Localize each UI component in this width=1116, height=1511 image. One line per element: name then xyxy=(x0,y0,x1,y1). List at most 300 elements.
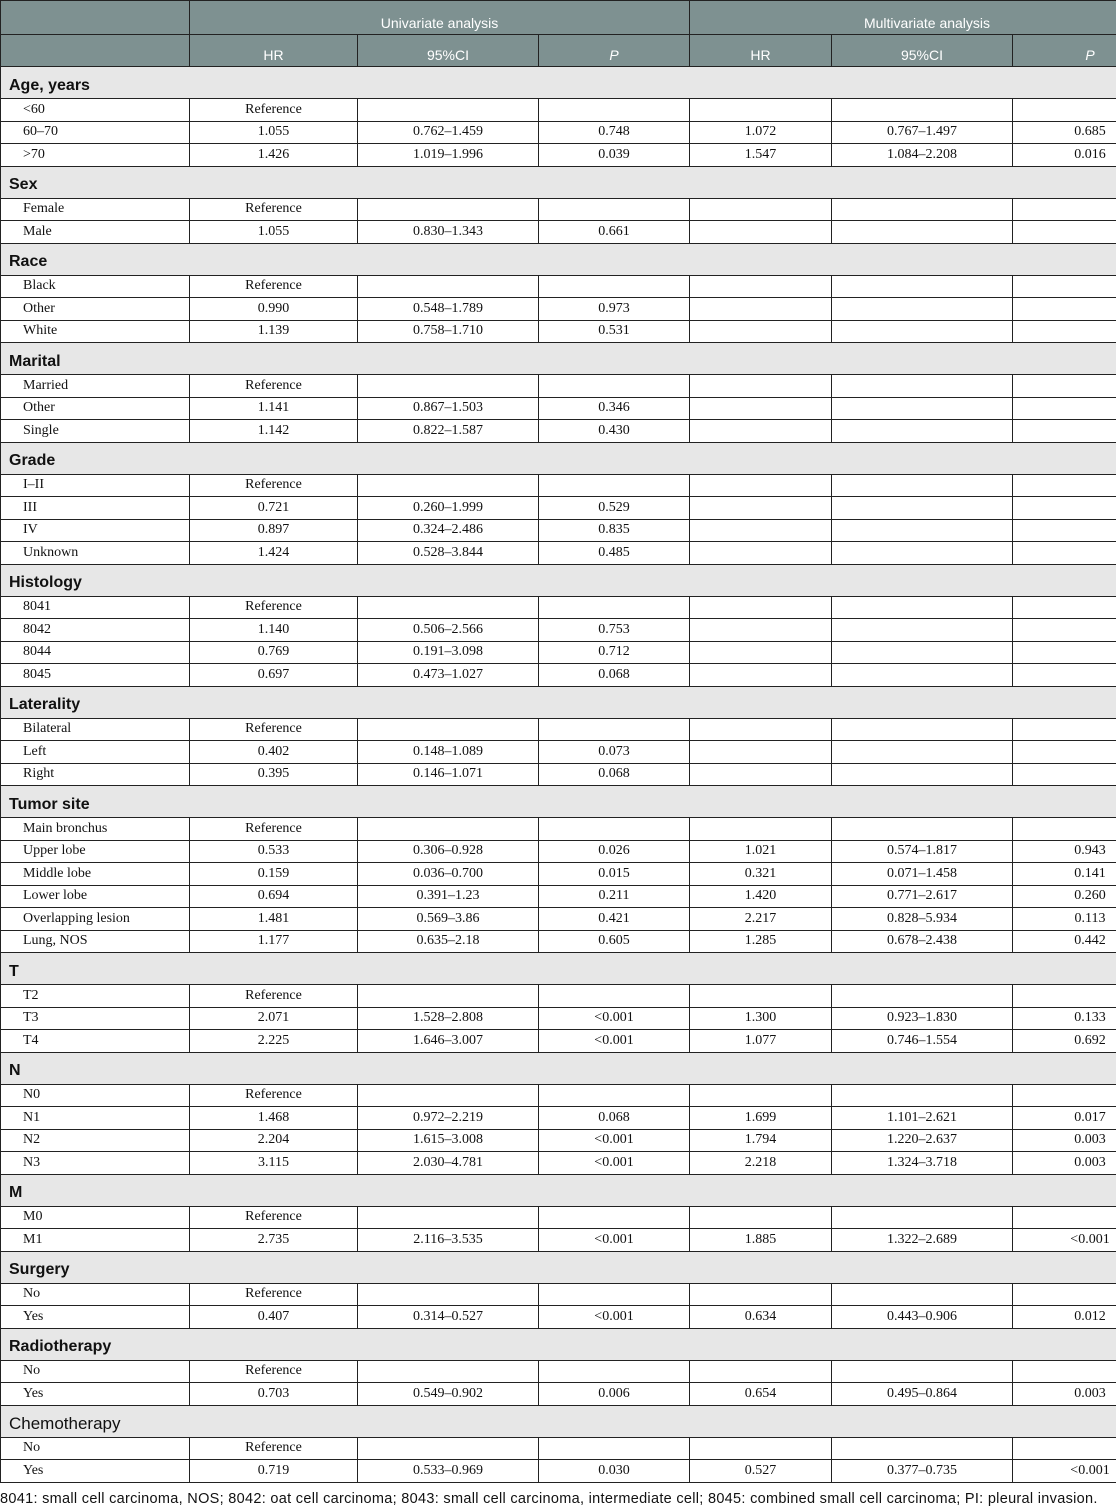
multivariate-p-cell: 0.003 xyxy=(1074,1385,1106,1401)
multivariate-p-cell xyxy=(1013,597,1116,619)
table-row xyxy=(0,1383,1116,1406)
univariate-p-cell: 0.531 xyxy=(539,321,690,343)
section-title: Histology xyxy=(0,565,1116,596)
multivariate-ci-cell xyxy=(832,818,1013,840)
univariate-hr-cell: 0.897 xyxy=(190,520,358,542)
multivariate-p-cell: 0.016 xyxy=(1074,146,1106,162)
univariate-p-cell xyxy=(539,719,690,741)
section-title: Surgery xyxy=(0,1252,1116,1283)
section-row xyxy=(0,687,1116,719)
table-row xyxy=(0,1130,1116,1153)
multivariate-hr-cell xyxy=(690,1361,832,1383)
univariate-hr-cell: 1.481 xyxy=(190,908,358,930)
row-label: Unknown xyxy=(0,542,190,564)
multivariate-p-cell xyxy=(1013,398,1116,420)
univariate-ci-cell xyxy=(358,597,539,619)
univariate-hr-cell: Reference xyxy=(190,475,358,497)
multivariate-p-cell: <0.001 xyxy=(1070,1462,1110,1478)
multivariate-p-cell xyxy=(1013,619,1116,641)
multivariate-p-cell: 0.012 xyxy=(1074,1308,1106,1324)
table-row xyxy=(0,221,1116,244)
multivariate-p-cell: 0.141 xyxy=(1074,865,1106,881)
multivariate-hr-cell: 0.527 xyxy=(690,1460,832,1482)
table-row xyxy=(0,144,1116,167)
label-column-header xyxy=(0,35,190,66)
section-row xyxy=(0,565,1116,597)
row-label: Overlapping lesion xyxy=(0,908,190,930)
multivariate-ci-cell xyxy=(832,221,1013,243)
multivariate-ci-cell: 0.923–1.830 xyxy=(832,1008,1013,1030)
univariate-ci-cell: 0.146–1.071 xyxy=(358,764,539,786)
multivariate-p-cell xyxy=(1013,276,1116,298)
row-label: No xyxy=(0,1361,190,1383)
table-row xyxy=(0,199,1116,222)
multivariate-p-cell xyxy=(1013,542,1116,564)
row-label: No xyxy=(0,1438,190,1460)
univariate-p-cell: 0.835 xyxy=(539,520,690,542)
multivariate-p-cell xyxy=(1013,475,1116,497)
table-row xyxy=(0,818,1116,841)
table-row xyxy=(0,1107,1116,1130)
section-row xyxy=(0,1053,1116,1085)
univariate-p-cell: 0.030 xyxy=(539,1460,690,1482)
univariate-p-cell: 0.073 xyxy=(539,741,690,763)
multivariate-ci-cell: 1.101–2.621 xyxy=(832,1107,1013,1129)
univariate-p-cell xyxy=(539,475,690,497)
multivariate-ci-cell: 1.322–2.689 xyxy=(832,1229,1013,1251)
univariate-p-cell: <0.001 xyxy=(539,1306,690,1328)
multivariate-ci-cell: 0.071–1.458 xyxy=(832,863,1013,885)
multivariate-hr-cell xyxy=(690,99,832,121)
row-label: T3 xyxy=(0,1008,190,1030)
multivariate-p-cell xyxy=(1013,818,1116,840)
table-row xyxy=(0,497,1116,520)
univariate-ci-cell xyxy=(358,375,539,397)
table-row xyxy=(0,375,1116,398)
section-row xyxy=(0,1252,1116,1284)
multivariate-p-cell xyxy=(1013,520,1116,542)
row-label: M1 xyxy=(0,1229,190,1251)
multivariate-hr-cell: 1.300 xyxy=(690,1008,832,1030)
univariate-hr-cell: 0.395 xyxy=(190,764,358,786)
table-row xyxy=(0,1152,1116,1175)
univariate-ci-cell: 0.533–0.969 xyxy=(358,1460,539,1482)
section-title: T xyxy=(0,953,1116,984)
univariate-p-header: P xyxy=(539,35,690,66)
multivariate-ci-cell: 0.771–2.617 xyxy=(832,886,1013,908)
multivariate-ci-cell xyxy=(832,199,1013,221)
univariate-hr-cell: Reference xyxy=(190,818,358,840)
multivariate-hr-cell: 0.321 xyxy=(690,863,832,885)
row-label: White xyxy=(0,321,190,343)
row-label: 60–70 xyxy=(0,122,190,144)
corner-cell xyxy=(0,1,190,34)
table-row xyxy=(0,841,1116,864)
section-row xyxy=(0,443,1116,475)
multivariate-p-cell xyxy=(1013,1207,1116,1229)
multivariate-hr-cell xyxy=(690,719,832,741)
multivariate-p-header: P xyxy=(1085,46,1095,63)
table-row xyxy=(0,642,1116,665)
multivariate-hr-cell xyxy=(690,985,832,1007)
univariate-hr-cell: 0.721 xyxy=(190,497,358,519)
univariate-p-cell xyxy=(539,1438,690,1460)
row-label: 8042 xyxy=(0,619,190,641)
multivariate-hr-cell: 1.285 xyxy=(690,931,832,953)
row-label: No xyxy=(0,1284,190,1306)
multivariate-hr-cell xyxy=(690,664,832,686)
row-label: Black xyxy=(0,276,190,298)
table-body xyxy=(0,67,1116,1483)
univariate-p-cell: 0.973 xyxy=(539,298,690,320)
multivariate-hr-cell xyxy=(690,818,832,840)
section-row xyxy=(0,343,1116,375)
univariate-p-cell: 0.605 xyxy=(539,931,690,953)
univariate-hr-cell: 0.990 xyxy=(190,298,358,320)
multivariate-ci-cell xyxy=(832,664,1013,686)
multivariate-ci-cell: 0.574–1.817 xyxy=(832,841,1013,863)
row-label: N3 xyxy=(0,1152,190,1174)
section-title: Sex xyxy=(0,167,1116,198)
table-row xyxy=(0,985,1116,1008)
table-row xyxy=(0,1229,1116,1252)
row-label: Other xyxy=(0,398,190,420)
univariate-hr-cell: 1.140 xyxy=(190,619,358,641)
multivariate-p-cell xyxy=(1013,221,1116,243)
row-label: Bilateral xyxy=(0,719,190,741)
multivariate-ci-cell xyxy=(832,497,1013,519)
row-label: Right xyxy=(0,764,190,786)
multivariate-hr-cell xyxy=(690,420,832,442)
row-label: I–II xyxy=(0,475,190,497)
univariate-ci-cell: 0.762–1.459 xyxy=(358,122,539,144)
multivariate-hr-cell xyxy=(690,398,832,420)
multivariate-p-cell xyxy=(1013,985,1116,1007)
univariate-ci-cell: 0.867–1.503 xyxy=(358,398,539,420)
multivariate-hr-cell xyxy=(690,298,832,320)
multivariate-hr-cell: 1.699 xyxy=(690,1107,832,1129)
multivariate-ci-cell xyxy=(832,298,1013,320)
multivariate-hr-cell: 2.218 xyxy=(690,1152,832,1174)
section-row xyxy=(0,244,1116,276)
univariate-p-cell: 0.026 xyxy=(539,841,690,863)
univariate-ci-cell: 0.506–2.566 xyxy=(358,619,539,641)
univariate-hr-cell: Reference xyxy=(190,1361,358,1383)
table-row xyxy=(0,1284,1116,1307)
table-row xyxy=(0,520,1116,543)
univariate-p-cell: 0.211 xyxy=(539,886,690,908)
univariate-p-cell: 0.068 xyxy=(539,664,690,686)
multivariate-hr-cell xyxy=(690,542,832,564)
univariate-hr-cell: Reference xyxy=(190,719,358,741)
section-row xyxy=(0,1329,1116,1361)
multivariate-ci-cell: 0.495–0.864 xyxy=(832,1383,1013,1405)
univariate-p-cell: 0.748 xyxy=(539,122,690,144)
multivariate-hr-cell: 1.072 xyxy=(690,122,832,144)
table-row xyxy=(0,1008,1116,1031)
univariate-ci-cell: 0.548–1.789 xyxy=(358,298,539,320)
univariate-p-cell: 0.015 xyxy=(539,863,690,885)
univariate-p-cell: 0.068 xyxy=(539,1107,690,1129)
table-row xyxy=(0,664,1116,687)
univariate-p-cell: 0.068 xyxy=(539,764,690,786)
univariate-p-cell: 0.712 xyxy=(539,642,690,664)
multivariate-ci-cell xyxy=(832,1207,1013,1229)
multivariate-hr-cell xyxy=(690,375,832,397)
table-row xyxy=(0,1306,1116,1329)
multivariate-ci-cell xyxy=(832,420,1013,442)
table-row xyxy=(0,298,1116,321)
multivariate-ci-cell xyxy=(832,1085,1013,1107)
univariate-hr-cell: 0.402 xyxy=(190,741,358,763)
univariate-p-cell: 0.485 xyxy=(539,542,690,564)
univariate-ci-cell: 0.473–1.027 xyxy=(358,664,539,686)
univariate-p-cell: 0.346 xyxy=(539,398,690,420)
univariate-hr-cell: 1.468 xyxy=(190,1107,358,1129)
row-label: III xyxy=(0,497,190,519)
table-row xyxy=(0,542,1116,565)
multivariate-hr-cell xyxy=(690,520,832,542)
multivariate-hr-cell: 1.077 xyxy=(690,1030,832,1052)
univariate-p-cell xyxy=(539,985,690,1007)
row-label: >70 xyxy=(0,144,190,166)
row-label: Yes xyxy=(0,1383,190,1405)
row-label: IV xyxy=(0,520,190,542)
univariate-hr-cell: Reference xyxy=(190,1438,358,1460)
multivariate-p-cell: 0.943 xyxy=(1074,843,1106,859)
univariate-p-cell xyxy=(539,375,690,397)
multivariate-p-cell xyxy=(1013,1438,1116,1460)
table-row xyxy=(0,764,1116,787)
section-row xyxy=(0,953,1116,985)
univariate-ci-cell xyxy=(358,276,539,298)
multivariate-hr-cell xyxy=(690,321,832,343)
univariate-ci-cell: 2.030–4.781 xyxy=(358,1152,539,1174)
univariate-ci-cell: 1.615–3.008 xyxy=(358,1130,539,1152)
univariate-p-cell: 0.039 xyxy=(539,144,690,166)
univariate-hr-cell: 1.142 xyxy=(190,420,358,442)
table-row xyxy=(0,1207,1116,1230)
table-row xyxy=(0,420,1116,443)
univariate-ci-cell: 0.758–1.710 xyxy=(358,321,539,343)
univariate-hr-cell: 0.159 xyxy=(190,863,358,885)
multivariate-ci-cell: 1.324–3.718 xyxy=(832,1152,1013,1174)
row-label: 8045 xyxy=(0,664,190,686)
multivariate-p-cell xyxy=(1013,497,1116,519)
section-row xyxy=(0,167,1116,199)
univariate-hr-cell: Reference xyxy=(190,99,358,121)
footnote: 8041: small cell carcinoma, NOS; 8042: oat cell carcinoma; 8043: small cell carcinoma, intermediate cell; 8045: combined small cell carcinoma; PI: pleural invasion. xyxy=(0,1490,1098,1507)
row-label: T2 xyxy=(0,985,190,1007)
header-row-columns xyxy=(0,35,1116,67)
univariate-hr-cell: Reference xyxy=(190,1284,358,1306)
univariate-ci-cell: 1.019–1.996 xyxy=(358,144,539,166)
row-label: Yes xyxy=(0,1306,190,1328)
univariate-ci-cell: 0.306–0.928 xyxy=(358,841,539,863)
multivariate-hr-cell xyxy=(690,199,832,221)
row-label: N2 xyxy=(0,1130,190,1152)
univariate-ci-cell: 0.148–1.089 xyxy=(358,741,539,763)
table-row xyxy=(0,1085,1116,1108)
table-row xyxy=(0,398,1116,421)
univariate-ci-cell xyxy=(358,1361,539,1383)
multivariate-p-cell xyxy=(1013,642,1116,664)
multivariate-ci-cell xyxy=(832,741,1013,763)
univariate-p-cell xyxy=(539,1361,690,1383)
univariate-ci-cell: 0.528–3.844 xyxy=(358,542,539,564)
univariate-hr-cell: 0.769 xyxy=(190,642,358,664)
multivariate-hr-cell: 0.634 xyxy=(690,1306,832,1328)
table-row xyxy=(0,931,1116,954)
univariate-ci-cell: 0.314–0.527 xyxy=(358,1306,539,1328)
multivariate-p-cell xyxy=(1013,321,1116,343)
multivariate-hr-cell xyxy=(690,619,832,641)
univariate-p-cell: <0.001 xyxy=(539,1130,690,1152)
multivariate-hr-header: HR xyxy=(690,35,832,66)
multivariate-ci-cell: 0.767–1.497 xyxy=(832,122,1013,144)
multivariate-p-cell: 0.017 xyxy=(1074,1109,1106,1125)
table-row xyxy=(0,1438,1116,1461)
section-row xyxy=(0,1406,1116,1438)
section-title: Marital xyxy=(0,343,1116,374)
univariate-p-cell xyxy=(539,276,690,298)
row-label: Middle lobe xyxy=(0,863,190,885)
multivariate-hr-cell xyxy=(690,597,832,619)
multivariate-p-cell xyxy=(1013,1361,1116,1383)
univariate-ci-cell: 0.191–3.098 xyxy=(358,642,539,664)
section-title: Laterality xyxy=(0,687,1116,718)
table-row xyxy=(0,321,1116,344)
multivariate-p-cell xyxy=(1013,199,1116,221)
multivariate-hr-cell: 2.217 xyxy=(690,908,832,930)
table-row xyxy=(0,1361,1116,1384)
univariate-ci-cell xyxy=(358,99,539,121)
univariate-p-cell xyxy=(539,1207,690,1229)
univariate-ci-cell: 0.830–1.343 xyxy=(358,221,539,243)
table-row xyxy=(0,276,1116,299)
row-label: Lower lobe xyxy=(0,886,190,908)
univariate-ci-cell: 2.116–3.535 xyxy=(358,1229,539,1251)
multivariate-p-cell xyxy=(1013,764,1116,786)
multivariate-ci-cell xyxy=(832,764,1013,786)
univariate-hr-header: HR xyxy=(190,35,358,66)
table-row xyxy=(0,1460,1116,1483)
multivariate-p-cell: <0.001 xyxy=(1070,1231,1110,1247)
multivariate-ci-cell xyxy=(832,1284,1013,1306)
univariate-hr-cell: 2.204 xyxy=(190,1130,358,1152)
univariate-p-cell: 0.529 xyxy=(539,497,690,519)
row-label: Married xyxy=(0,375,190,397)
univariate-p-cell: 0.753 xyxy=(539,619,690,641)
univariate-hr-cell: Reference xyxy=(190,375,358,397)
multivariate-hr-cell xyxy=(690,1284,832,1306)
header-row-groups xyxy=(0,0,1116,35)
table-row xyxy=(0,741,1116,764)
multivariate-ci-cell: 0.828–5.934 xyxy=(832,908,1013,930)
multivariate-ci-cell xyxy=(832,398,1013,420)
multivariate-ci-cell xyxy=(832,99,1013,121)
multivariate-ci-cell xyxy=(832,719,1013,741)
univariate-p-cell xyxy=(539,818,690,840)
section-row xyxy=(0,786,1116,818)
section-title: Chemotherapy xyxy=(0,1406,1116,1437)
section-title: M xyxy=(0,1175,1116,1206)
univariate-ci-cell xyxy=(358,475,539,497)
multivariate-hr-cell xyxy=(690,1438,832,1460)
row-label: Male xyxy=(0,221,190,243)
univariate-ci-cell xyxy=(358,199,539,221)
row-label: T4 xyxy=(0,1030,190,1052)
section-row xyxy=(0,1175,1116,1207)
multivariate-ci-cell xyxy=(832,1361,1013,1383)
multivariate-hr-cell xyxy=(690,475,832,497)
univariate-hr-cell: 1.424 xyxy=(190,542,358,564)
table-row xyxy=(0,886,1116,909)
multivariate-ci-cell xyxy=(832,1438,1013,1460)
row-label: Yes xyxy=(0,1460,190,1482)
univariate-ci-cell: 0.822–1.587 xyxy=(358,420,539,442)
multivariate-hr-cell xyxy=(690,741,832,763)
univariate-p-cell: 0.661 xyxy=(539,221,690,243)
section-title: N xyxy=(0,1053,1116,1084)
multivariate-ci-cell xyxy=(832,597,1013,619)
univariate-hr-cell: Reference xyxy=(190,276,358,298)
multivariate-hr-cell: 1.794 xyxy=(690,1130,832,1152)
multivariate-ci-cell: 0.377–0.735 xyxy=(832,1460,1013,1482)
multivariate-hr-cell xyxy=(690,497,832,519)
univariate-ci-cell xyxy=(358,1284,539,1306)
multivariate-hr-cell: 1.547 xyxy=(690,144,832,166)
univariate-ci-cell xyxy=(358,1085,539,1107)
univariate-ci-cell xyxy=(358,818,539,840)
multivariate-p-cell: 0.692 xyxy=(1074,1032,1106,1048)
row-label: Female xyxy=(0,199,190,221)
multivariate-ci-cell xyxy=(832,321,1013,343)
row-label: 8041 xyxy=(0,597,190,619)
univariate-hr-cell: 0.703 xyxy=(190,1383,358,1405)
univariate-hr-cell: Reference xyxy=(190,985,358,1007)
row-label: Main bronchus xyxy=(0,818,190,840)
table-row xyxy=(0,719,1116,742)
univariate-p-cell: <0.001 xyxy=(539,1152,690,1174)
multivariate-p-cell: 0.260 xyxy=(1074,888,1106,904)
row-label: Lung, NOS xyxy=(0,931,190,953)
multivariate-hr-cell xyxy=(690,764,832,786)
univariate-p-cell: 0.421 xyxy=(539,908,690,930)
multivariate-p-cell xyxy=(1013,719,1116,741)
univariate-ci-cell: 0.972–2.219 xyxy=(358,1107,539,1129)
multivariate-ci-cell: 0.678–2.438 xyxy=(832,931,1013,953)
row-label: Single xyxy=(0,420,190,442)
table-row xyxy=(0,863,1116,886)
row-label: <60 xyxy=(0,99,190,121)
multivariate-hr-cell: 1.885 xyxy=(690,1229,832,1251)
univariate-hr-cell: 0.407 xyxy=(190,1306,358,1328)
univariate-p-cell xyxy=(539,199,690,221)
univariate-p-cell: <0.001 xyxy=(539,1229,690,1251)
table-row xyxy=(0,122,1116,145)
multivariate-hr-cell xyxy=(690,276,832,298)
multivariate-p-cell: 0.685 xyxy=(1074,124,1106,140)
univariate-ci-cell: 0.549–0.902 xyxy=(358,1383,539,1405)
multivariate-ci-cell xyxy=(832,276,1013,298)
table-row xyxy=(0,597,1116,620)
multivariate-p-cell xyxy=(1013,375,1116,397)
univariate-hr-cell: Reference xyxy=(190,1207,358,1229)
multivariate-analysis-header: Multivariate analysis xyxy=(863,14,991,31)
multivariate-p-cell: 0.003 xyxy=(1074,1154,1106,1170)
univariate-hr-cell: 2.071 xyxy=(190,1008,358,1030)
